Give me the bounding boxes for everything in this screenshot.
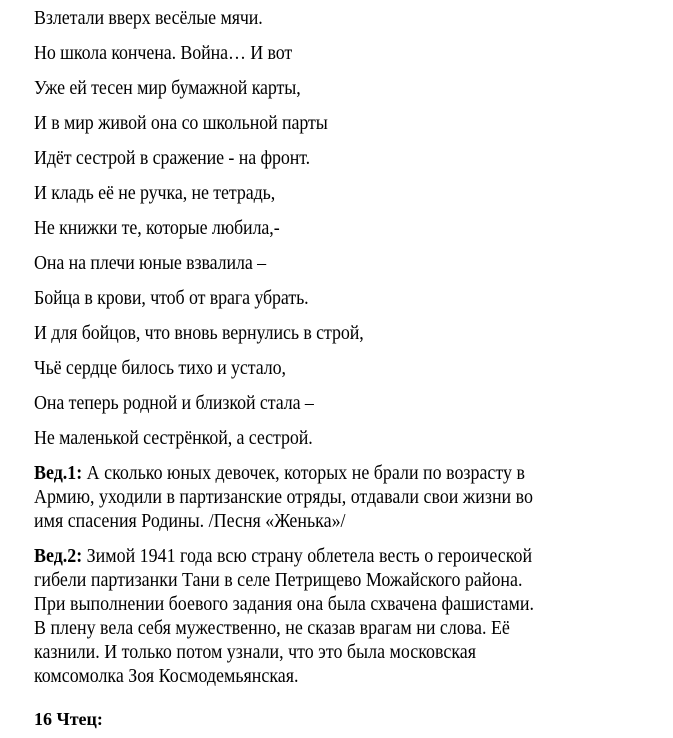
paragraph-line: А сколько юных девочек, которых не брали по возрасту в <box>82 463 525 484</box>
verse-line: И в мир живой она со школьной парты <box>34 113 328 134</box>
paragraph-line: В плену вела себя мужественно, не сказав врагам ни слова. Её <box>34 618 510 639</box>
verse-line: И кладь её не ручка, не тетрадь, <box>34 183 276 204</box>
paragraph-line: Армию, уходили в партизанские отряды, отдавали свои жизни во <box>34 487 533 508</box>
verse-line: И для бойцов, что вновь вернулись в строй, <box>34 323 364 344</box>
verse-line: Она на плечи юные взвалила – <box>34 253 266 274</box>
paragraph-line: Зимой 1941 года всю страну облетела весть о героической <box>82 546 533 567</box>
paragraph-line: имя спасения Родины. /Песня «Женька»/ <box>34 511 346 532</box>
verse-line: Чьё сердце билось тихо и устало, <box>34 358 286 379</box>
verse-line: Взлетали вверх весёлые мячи. <box>34 8 263 29</box>
paragraph-line: казнили. И только потом узнали, что это была московская <box>34 642 477 663</box>
verse-line: Но школа кончена. Война… И вот <box>34 43 293 64</box>
reader-heading: 16 Чтец: <box>34 709 103 729</box>
paragraph-line: гибели партизанки Тани в селе Петрищево Можайского района. <box>34 570 523 591</box>
presenter-2-paragraph <box>34 545 669 689</box>
paragraph-line: При выполнении боевого задания она была схвачена фашистами. <box>34 594 534 615</box>
presenter-1-paragraph <box>34 462 669 534</box>
presenter-2-label: Вед.2: <box>34 546 83 567</box>
verse-line: Не книжки те, которые любила,- <box>34 218 280 239</box>
verse-line: Идёт сестрой в сражение - на фронт. <box>34 148 311 169</box>
verse-line: Не маленькой сестрёнкой, а сестрой. <box>34 428 313 449</box>
presenter-1-label: Вед.1: <box>34 463 83 484</box>
verse-line: Уже ей тесен мир бумажной карты, <box>34 78 301 99</box>
verse-line: Она теперь родной и близкой стала – <box>34 393 314 414</box>
paragraph-line: комсомолка Зоя Космодемьянская. <box>34 666 299 687</box>
verse-line: Бойца в крови, чтоб от врага убрать. <box>34 288 309 309</box>
